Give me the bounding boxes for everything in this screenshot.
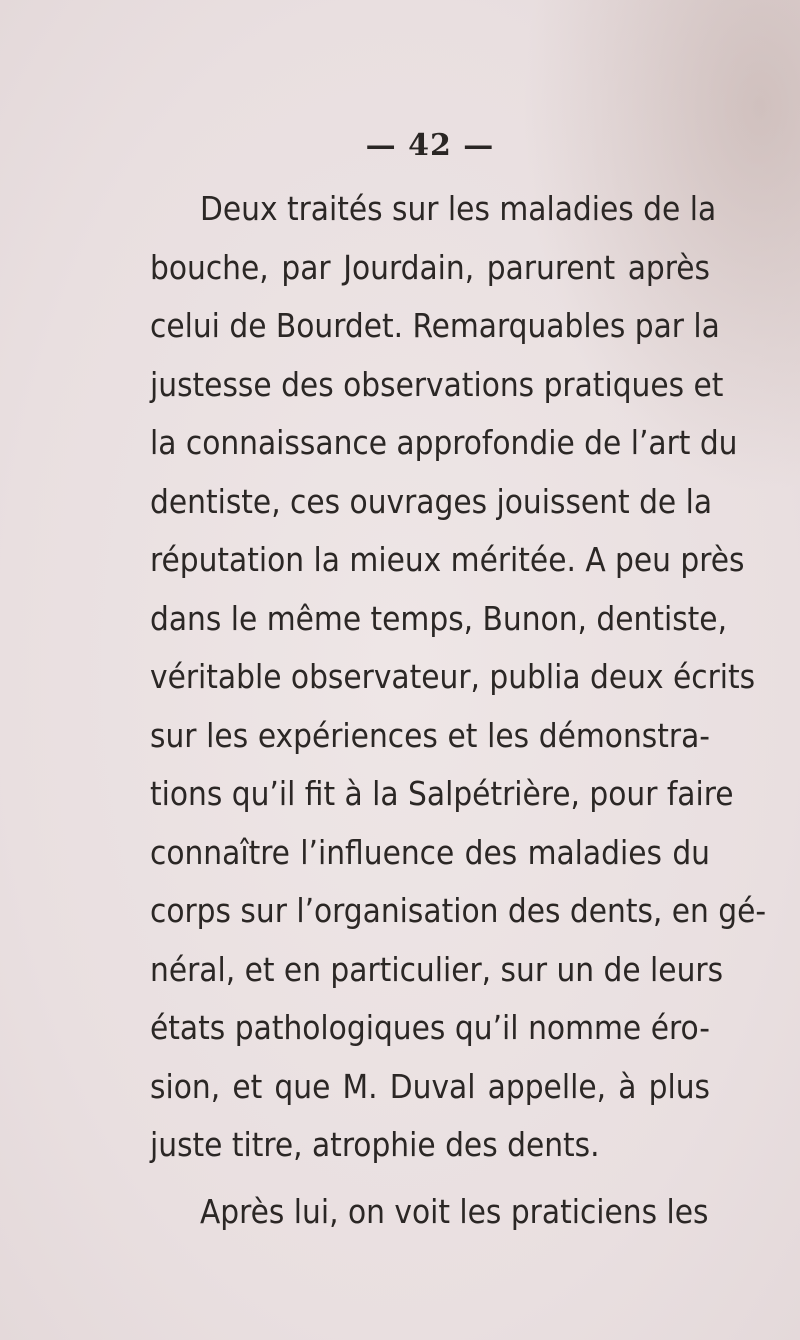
- text-line: corps sur l’organisation des dents, en gé-: [150, 891, 767, 930]
- text-line: véritable observateur, publia deux écrits: [150, 657, 756, 696]
- text-line: dans le même temps, Bunon, dentiste,: [150, 598, 728, 638]
- text-line: dentiste, ces ouvrages jouissent de la: [150, 481, 713, 521]
- text-line: néral, et en particulier, sur un de leurs: [150, 949, 724, 989]
- text-line: Deux traités sur les maladies de la: [200, 189, 717, 228]
- page-number: — 42 —: [365, 128, 495, 163]
- text-line: connaître l’influence des maladies du: [150, 832, 710, 872]
- body-text: [150, 180, 767, 1241]
- text-line: Après lui, on voit les praticiens les: [200, 1191, 709, 1231]
- text-line: justesse des observations pratiques et: [150, 364, 724, 404]
- text-line: juste titre, atrophie des dents.: [150, 1125, 600, 1164]
- text-line: celui de Bourdet. Remarquables par la: [150, 306, 720, 345]
- text-line: tions qu’il fit à la Salpétrière, pour faire: [150, 774, 734, 813]
- text-line: sion, et que M. Duval appelle, à plus: [150, 1066, 710, 1106]
- text-line: sur les expériences et les démonstra-: [150, 715, 710, 755]
- text-line: la connaissance approfondie de l’art du: [150, 423, 738, 462]
- text-line: bouche, par Jourdain, parurent après: [150, 247, 710, 287]
- text-line: états pathologiques qu’il nomme éro-: [150, 1008, 710, 1047]
- text-line: réputation la mieux méritée. A peu près: [150, 540, 745, 579]
